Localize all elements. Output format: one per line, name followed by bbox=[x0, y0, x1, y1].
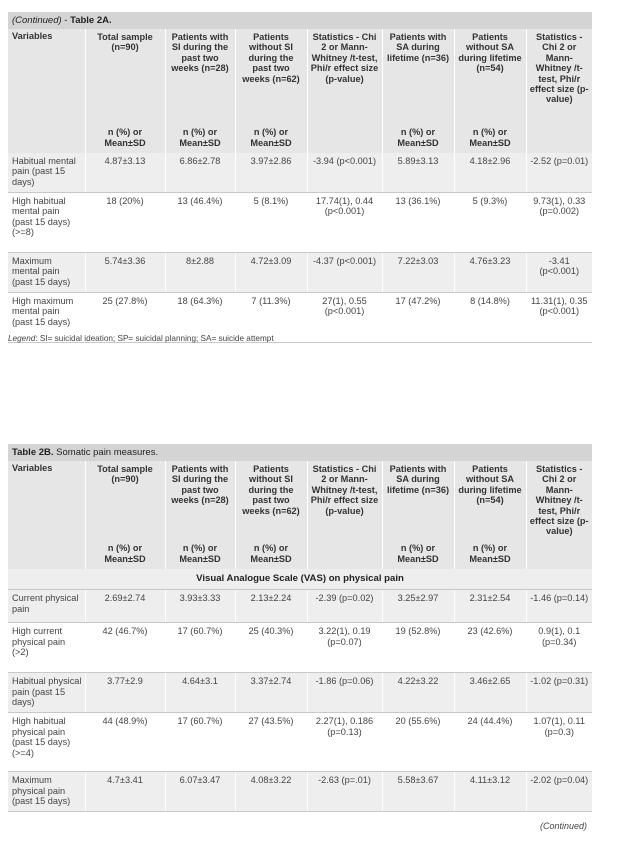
table-cell: 7 (11.3%) bbox=[235, 293, 307, 343]
table-cell: -1.46 (p=0.14) bbox=[526, 590, 592, 623]
table-2b-grid bbox=[8, 461, 592, 812]
header-label: Patients with SI during the past two weeks (n=28) bbox=[171, 32, 229, 74]
header-sublabel bbox=[528, 564, 592, 566]
header-label: Variables bbox=[12, 463, 53, 473]
header-sublabel: n (%) or Mean±SD bbox=[250, 127, 292, 148]
table-cell: -4.37 (p<0.001) bbox=[307, 253, 382, 293]
table-cell: 2.13±2.24 bbox=[235, 590, 307, 623]
header-label: Patients without SI during the past two weeks (n=62) bbox=[242, 464, 300, 516]
header-label: Statistics - Chi 2 or Mann-Whitney /t-test, Phi/r effect size (p-value) bbox=[310, 32, 379, 84]
table-cell: 4.22±3.22 bbox=[382, 673, 454, 713]
table-cell: -2.52 (p=0.01) bbox=[526, 153, 592, 193]
table-cell: 18 (20%) bbox=[85, 193, 165, 253]
table-2b-body bbox=[8, 569, 592, 812]
row-label: High habitual mental pain (past 15 days) (>=8) bbox=[8, 193, 85, 253]
table-cell: 6.86±2.78 bbox=[165, 153, 235, 193]
table-2a-body bbox=[8, 153, 592, 343]
header-sublabel: n (%) or Mean±SD bbox=[397, 543, 439, 564]
table-cell: 4.64±3.1 bbox=[165, 673, 235, 713]
row-label: Current physical pain bbox=[8, 590, 85, 623]
table-cell: 4.11±3.12 bbox=[454, 772, 526, 812]
header-cell bbox=[235, 461, 307, 569]
table-cell: 25 (27.8%) bbox=[85, 293, 165, 343]
header-sublabel: n (%) or Mean±SD bbox=[179, 127, 221, 148]
table-2b-caption-title: Somatic pain measures. bbox=[53, 447, 159, 458]
header-label: Patients with SI during the past two weeks (n=28) bbox=[171, 464, 229, 506]
table-cell: 5.89±3.13 bbox=[382, 153, 454, 193]
table-cell: 3.25±2.97 bbox=[382, 590, 454, 623]
table-cell: 1.07(1), 0.11 (p=0.3) bbox=[526, 713, 592, 772]
header-label: Statistics - Chi 2 or Mann-Whitney /t-test, Phi/r effect size (p-value) bbox=[529, 464, 589, 537]
table-cell: 17.74(1), 0.44 (p<0.001) bbox=[307, 193, 382, 253]
table-cell: -1.86 (p=0.06) bbox=[307, 673, 382, 713]
table-2a-caption-number: Table 2A. bbox=[70, 15, 112, 26]
header-sublabel bbox=[309, 564, 381, 566]
table-cell: 7.22±3.03 bbox=[382, 253, 454, 293]
header-cell bbox=[85, 461, 165, 569]
header-label: Patients without SI during the past two weeks (n=62) bbox=[242, 32, 300, 84]
table-cell: 4.18±2.96 bbox=[454, 153, 526, 193]
row-label: Habitual physical pain (past 15 days) bbox=[8, 673, 85, 713]
header-label: Patients without SA during lifetime (n=54) bbox=[458, 32, 522, 74]
row-label: Maximum physical pain (past 15 days) bbox=[8, 772, 85, 812]
table-cell: 3.46±2.65 bbox=[454, 673, 526, 713]
table-cell: 13 (46.4%) bbox=[165, 193, 235, 253]
table-cell: 23 (42.6%) bbox=[454, 623, 526, 673]
table-cell: 20 (55.6%) bbox=[382, 713, 454, 772]
table-cell: 2.69±2.74 bbox=[85, 590, 165, 623]
table-cell: -2.39 (p=0.02) bbox=[307, 590, 382, 623]
table-2b bbox=[8, 444, 592, 812]
table-cell: 13 (36.1%) bbox=[382, 193, 454, 253]
table-cell: 0.9(1), 0.1 (p=0.34) bbox=[526, 623, 592, 673]
header-cell-variables bbox=[8, 29, 85, 153]
table-2a-grid bbox=[8, 29, 592, 343]
table-2b-caption-number: Table 2B. bbox=[12, 447, 54, 458]
table-cell: 3.37±2.74 bbox=[235, 673, 307, 713]
table-cell: 11.31(1), 0.35 (p<0.001) bbox=[526, 293, 592, 343]
table-row bbox=[8, 590, 592, 623]
table-cell: 19 (52.8%) bbox=[382, 623, 454, 673]
header-label: Total sample (n=90) bbox=[97, 32, 153, 53]
header-sublabel: n (%) or Mean±SD bbox=[469, 543, 511, 564]
table-cell: 5 (8.1%) bbox=[235, 193, 307, 253]
header-label: Statistics - Chi 2 or Mann-Whitney /t-test, Phi/r effect size (p-value) bbox=[310, 464, 379, 516]
header-cell bbox=[454, 461, 526, 569]
table-cell: 44 (48.9%) bbox=[85, 713, 165, 772]
header-label: Statistics - Chi 2 or Mann-Whitney /t-test, Phi/r effect size (p-value) bbox=[529, 32, 589, 105]
page-footer-continued: (Continued) bbox=[540, 821, 588, 831]
table-cell: 42 (46.7%) bbox=[85, 623, 165, 673]
table-cell: 5.74±3.36 bbox=[85, 253, 165, 293]
table-cell: 8±2.88 bbox=[165, 253, 235, 293]
header-sublabel: n (%) or Mean±SD bbox=[104, 127, 146, 148]
header-sublabel: n (%) or Mean±SD bbox=[397, 127, 439, 148]
table-row bbox=[8, 713, 592, 772]
table-cell: 9.73(1), 0.33 (p=0.002) bbox=[526, 193, 592, 253]
header-cell bbox=[307, 461, 382, 569]
table-cell: 17 (60.7%) bbox=[165, 713, 235, 772]
header-cell bbox=[307, 29, 382, 153]
table-2a-caption-separator: - bbox=[61, 15, 71, 26]
table-cell: 2.31±2.54 bbox=[454, 590, 526, 623]
header-cell bbox=[235, 29, 307, 153]
table-cell: 17 (47.2%) bbox=[382, 293, 454, 343]
header-label: Patients with SA during lifetime (n=36) bbox=[386, 464, 450, 495]
table-cell: 27 (43.5%) bbox=[235, 713, 307, 772]
header-cell bbox=[85, 29, 165, 153]
table-2a-caption bbox=[8, 12, 592, 29]
table-cell: 4.08±3.22 bbox=[235, 772, 307, 812]
table-cell: 5 (9.3%) bbox=[454, 193, 526, 253]
table-cell: 5.58±3.67 bbox=[382, 772, 454, 812]
header-cell bbox=[165, 29, 235, 153]
section-row bbox=[8, 569, 592, 590]
header-label: Patients without SA during lifetime (n=54) bbox=[458, 464, 522, 506]
header-row bbox=[8, 29, 592, 153]
header-sublabel: n (%) or Mean±SD bbox=[469, 127, 511, 148]
row-label: High current physical pain (>2) bbox=[8, 623, 85, 673]
table-row bbox=[8, 193, 592, 253]
header-cell-variables bbox=[8, 461, 85, 569]
table-row bbox=[8, 623, 592, 673]
table-legend bbox=[8, 334, 274, 343]
header-row bbox=[8, 461, 592, 569]
header-sublabel bbox=[528, 148, 592, 150]
header-cell bbox=[454, 29, 526, 153]
row-label: High habitual physical pain (past 15 days) (>=4) bbox=[8, 713, 85, 772]
table-cell: 6.07±3.47 bbox=[165, 772, 235, 812]
table-cell: 2.27(1), 0.186 (p=0.13) bbox=[307, 713, 382, 772]
table-row bbox=[8, 253, 592, 293]
header-cell bbox=[382, 461, 454, 569]
table-cell: 25 (40.3%) bbox=[235, 623, 307, 673]
legend-label: Legend bbox=[8, 334, 36, 343]
table-row bbox=[8, 772, 592, 812]
row-label: Maximum mental pain (past 15 days) bbox=[8, 253, 85, 293]
row-label: High maximum mental pain (past 15 days) bbox=[8, 293, 85, 343]
header-cell bbox=[165, 461, 235, 569]
table-2b-caption bbox=[8, 444, 592, 461]
table-2a-header bbox=[8, 29, 592, 153]
table-cell: 17 (60.7%) bbox=[165, 623, 235, 673]
header-sublabel: n (%) or Mean±SD bbox=[250, 543, 292, 564]
header-label: Variables bbox=[12, 31, 53, 41]
table-cell: 4.76±3.23 bbox=[454, 253, 526, 293]
table-2a-caption-continued: (Continued) bbox=[12, 15, 62, 26]
legend-text: : SI= suicidal ideation; SP= suicidal planning; SA= suicide attempt bbox=[35, 334, 274, 343]
table-cell: 4.7±3.41 bbox=[85, 772, 165, 812]
table-cell: 4.87±3.13 bbox=[85, 153, 165, 193]
header-cell bbox=[526, 461, 592, 569]
table-cell: 18 (64.3%) bbox=[165, 293, 235, 343]
table-cell: 3.77±2.9 bbox=[85, 673, 165, 713]
table-cell: 3.97±2.86 bbox=[235, 153, 307, 193]
header-cell bbox=[382, 29, 454, 153]
table-cell: 3.22(1), 0.19 (p=0.07) bbox=[307, 623, 382, 673]
table-cell: -2.63 (p=.01) bbox=[307, 772, 382, 812]
table-cell: -1.02 (p=0.31) bbox=[526, 673, 592, 713]
table-cell: 24 (44.4%) bbox=[454, 713, 526, 772]
table-cell: 27(1), 0.55 (p<0.001) bbox=[307, 293, 382, 343]
header-cell bbox=[526, 29, 592, 153]
header-label: Total sample (n=90) bbox=[97, 464, 153, 485]
table-cell: -2.02 (p=0.04) bbox=[526, 772, 592, 812]
header-sublabel bbox=[309, 148, 381, 150]
table-2b-header bbox=[8, 461, 592, 569]
header-sublabel: n (%) or Mean±SD bbox=[179, 543, 221, 564]
row-label: Habitual mental pain (past 15 days) bbox=[8, 153, 85, 193]
table-cell: 3.93±3.33 bbox=[165, 590, 235, 623]
table-cell: 8 (14.8%) bbox=[454, 293, 526, 343]
table-row bbox=[8, 153, 592, 193]
table-row bbox=[8, 673, 592, 713]
table-2a bbox=[8, 12, 592, 343]
header-sublabel: n (%) or Mean±SD bbox=[104, 543, 146, 564]
section-heading: Visual Analogue Scale (VAS) on physical pain bbox=[8, 569, 592, 590]
header-label: Patients with SA during lifetime (n=36) bbox=[386, 32, 450, 63]
table-cell: -3.41 (p<0.001) bbox=[526, 253, 592, 293]
table-cell: 4.72±3.09 bbox=[235, 253, 307, 293]
table-cell: -3.94 (p<0.001) bbox=[307, 153, 382, 193]
